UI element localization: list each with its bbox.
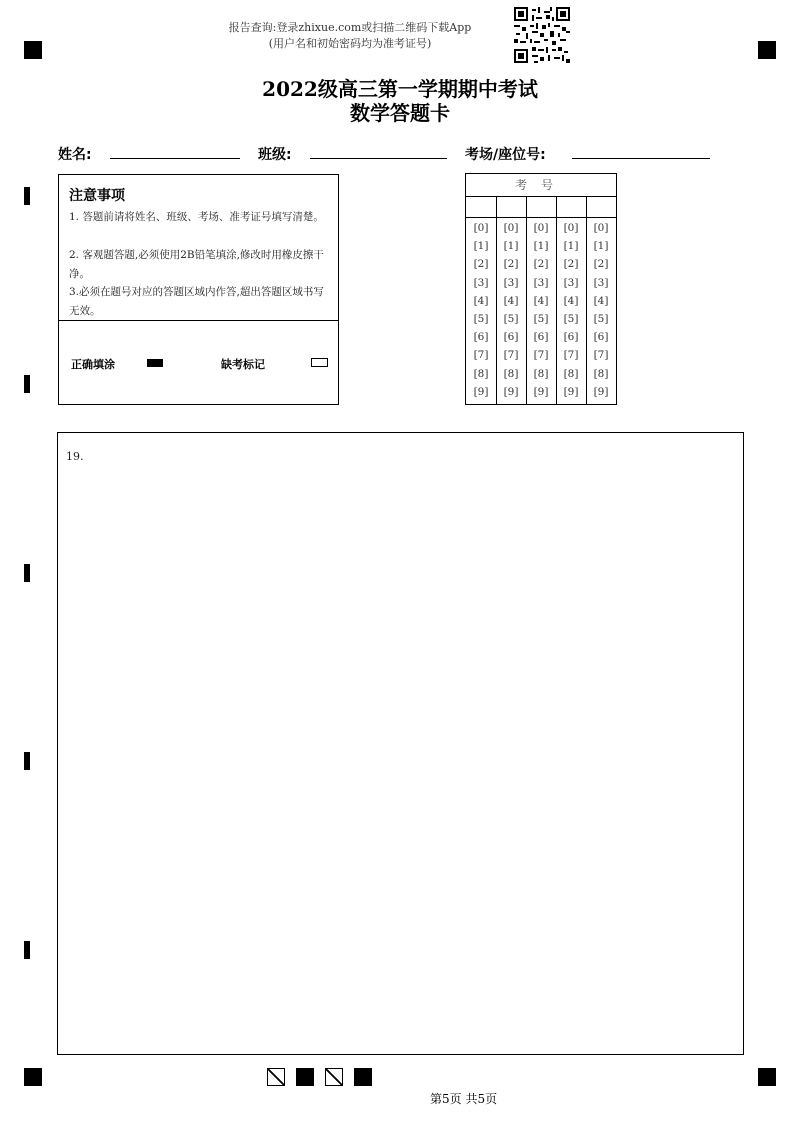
exam-digit-bubble[interactable]: [1]: [503, 240, 519, 253]
timing-mark: [24, 187, 30, 205]
timing-mark: [24, 375, 30, 393]
exam-digit-bubble[interactable]: [0]: [563, 222, 579, 234]
exam-digit-bubble[interactable]: [7]: [563, 349, 579, 362]
name-field[interactable]: [110, 158, 240, 159]
exam-digit-bubble[interactable]: [7]: [473, 349, 489, 362]
notes-box: [58, 174, 339, 405]
exam-digit-bubble[interactable]: [9]: [563, 385, 579, 398]
exam-digit-bubble[interactable]: [7]: [503, 349, 519, 362]
exam-digit-bubble[interactable]: [0]: [533, 222, 549, 234]
exam-title: 2022级高三第一学期期中考试: [262, 77, 538, 101]
exam-digit-bubble[interactable]: [2]: [593, 258, 609, 271]
exam-digit-bubble[interactable]: [5]: [563, 313, 579, 325]
exam-digit-bubble[interactable]: [8]: [593, 367, 609, 380]
sheet-code-mark-slash: [325, 1068, 343, 1086]
correct-fill-example: [147, 359, 163, 367]
exam-digit-bubble[interactable]: [4]: [593, 294, 609, 307]
absent-mark-label: 缺考标记: [221, 358, 265, 371]
exam-digit-bubble[interactable]: [7]: [533, 349, 549, 362]
class-label: 班级:: [258, 147, 292, 163]
note-item: 2. 客观题答题,必须使用2B铅笔填涂,修改时用橡皮擦干净。: [69, 249, 324, 280]
exam-digit-bubble[interactable]: [7]: [593, 349, 609, 362]
exam-digit-bubble[interactable]: [3]: [563, 276, 579, 289]
question-number: 19.: [66, 450, 84, 463]
sheet-code-mark-filled: [296, 1068, 314, 1086]
exam-digit-bubble[interactable]: [2]: [473, 258, 489, 271]
note-item: 3.必须在题号对应的答题区域内作答,超出答题区域书写无效。: [69, 286, 324, 317]
exam-number-grid: [465, 173, 617, 405]
timing-mark: [24, 564, 30, 582]
exam-digit-bubble[interactable]: [9]: [473, 385, 489, 398]
page-number: 第5页 共5页: [430, 1092, 498, 1106]
answer-area-19[interactable]: [57, 432, 744, 1055]
notes-title: 注意事项: [69, 188, 125, 204]
exam-digit-bubble[interactable]: [9]: [533, 385, 549, 398]
exam-digit-bubble[interactable]: [8]: [563, 367, 579, 380]
class-field[interactable]: [310, 158, 447, 159]
exam-digit-bubble[interactable]: [4]: [563, 294, 579, 307]
exam-digit-bubble[interactable]: [6]: [473, 331, 489, 344]
exam-digit-bubble[interactable]: [8]: [533, 367, 549, 380]
registration-mark: [24, 1068, 42, 1086]
registration-mark: [758, 41, 776, 59]
room-seat-field[interactable]: [572, 158, 710, 159]
sheet-code-mark-filled: [354, 1068, 372, 1086]
name-label: 姓名:: [58, 147, 92, 163]
exam-digit-bubble[interactable]: [4]: [533, 294, 549, 307]
exam-digit-bubble[interactable]: [9]: [593, 385, 609, 398]
answer-sheet-title: 数学答题卡: [350, 101, 450, 125]
exam-digit-bubble[interactable]: [2]: [533, 258, 549, 271]
exam-digit-bubble[interactable]: [1]: [533, 240, 549, 253]
qr-code-icon[interactable]: [514, 7, 570, 63]
room-seat-label: 考场/座位号:: [465, 147, 546, 163]
exam-digit-bubble[interactable]: [5]: [533, 313, 549, 325]
exam-digit-bubble[interactable]: [3]: [503, 276, 519, 289]
exam-digit-bubble[interactable]: [2]: [563, 258, 579, 271]
exam-digit-bubble[interactable]: [4]: [473, 294, 489, 307]
exam-digit-bubble[interactable]: [1]: [593, 240, 609, 253]
exam-digit-bubble[interactable]: [0]: [473, 222, 489, 234]
registration-mark: [758, 1068, 776, 1086]
exam-digit-bubble[interactable]: [8]: [503, 367, 519, 380]
exam-digit-bubble[interactable]: [8]: [473, 367, 489, 380]
correct-fill-label: 正确填涂: [71, 358, 115, 371]
timing-mark: [24, 752, 30, 770]
exam-digit-bubble[interactable]: [2]: [503, 258, 519, 271]
exam-digit-bubble[interactable]: [6]: [533, 331, 549, 344]
exam-digit-bubble[interactable]: [5]: [503, 313, 519, 325]
exam-digit-bubble[interactable]: [6]: [593, 331, 609, 344]
exam-digit-bubble[interactable]: [6]: [563, 331, 579, 344]
timing-mark: [24, 941, 30, 959]
note-item: 1. 答题前请将姓名、班级、考场、准考证号填写清楚。: [69, 211, 324, 223]
exam-digit-bubble[interactable]: [5]: [593, 313, 609, 325]
registration-mark: [24, 41, 42, 59]
exam-digit-bubble[interactable]: [5]: [473, 313, 489, 325]
exam-digit-bubble[interactable]: [1]: [473, 240, 489, 253]
exam-digit-bubble[interactable]: [3]: [593, 276, 609, 289]
exam-digit-bubble[interactable]: [0]: [503, 222, 519, 234]
exam-digit-bubble[interactable]: [1]: [563, 240, 579, 253]
sheet-code-mark-slash: [267, 1068, 285, 1086]
exam-digit-bubble[interactable]: [6]: [503, 331, 519, 344]
exam-number-header: 考号: [466, 174, 616, 197]
report-credentials-line: (用户名和初始密码均为准考证号): [268, 37, 432, 50]
exam-digit-bubble[interactable]: [0]: [593, 222, 609, 234]
exam-digit-bubble[interactable]: [4]: [503, 294, 519, 307]
notes-divider: [59, 320, 338, 321]
exam-digit-bubble[interactable]: [3]: [533, 276, 549, 289]
absent-mark-box[interactable]: [311, 358, 328, 367]
exam-number-write-row[interactable]: [466, 197, 616, 218]
exam-digit-bubble[interactable]: [9]: [503, 385, 519, 398]
exam-digit-bubble[interactable]: [3]: [473, 276, 489, 289]
report-query-line: 报告查询:登录zhixue.com或扫描二维码下载App: [228, 21, 472, 34]
